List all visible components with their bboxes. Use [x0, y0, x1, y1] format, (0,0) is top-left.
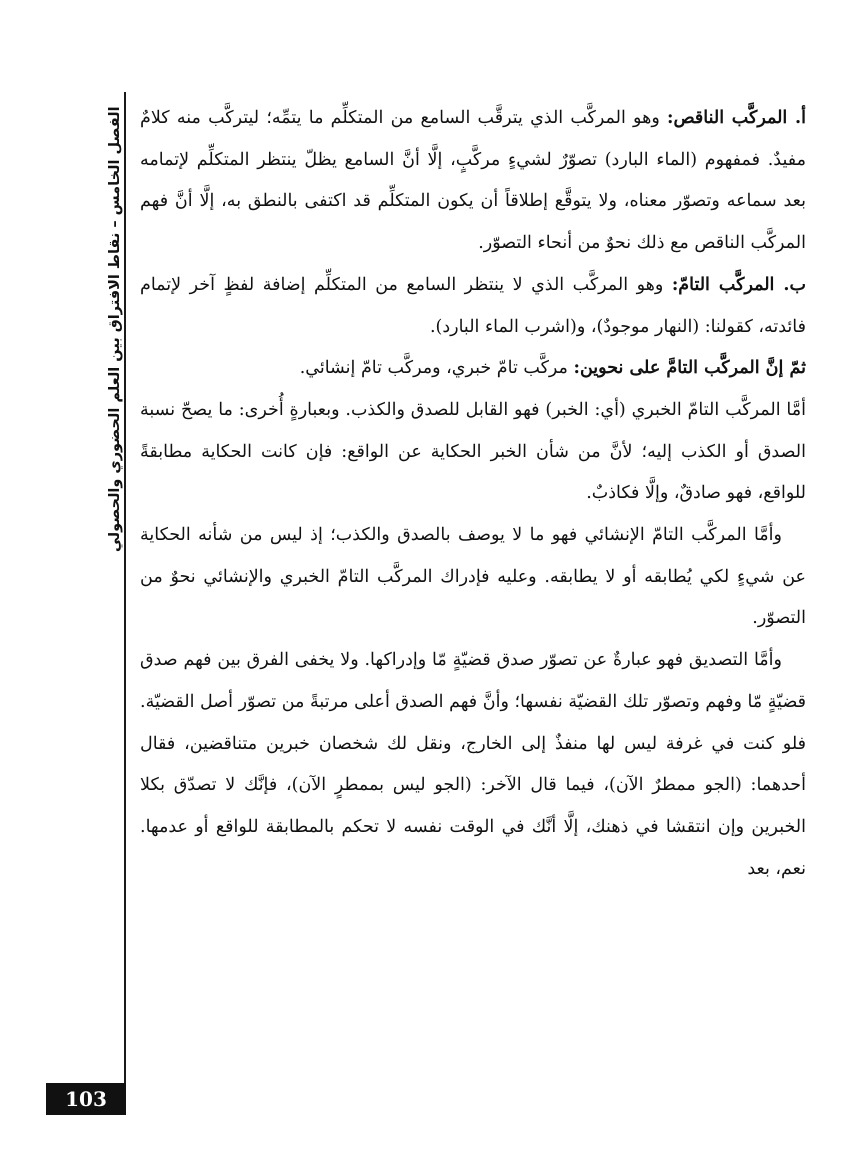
paragraph-informative	[140, 390, 806, 515]
paragraph-text: مركَّب تامّ خبري، ومركَّب تامّ إنشائي.	[299, 358, 574, 379]
paragraph-assent	[140, 640, 806, 890]
paragraph-text: وهو المركَّب الذي لا ينتظر السامع من المتكلِّم إضافة لفظٍ آخر لإتمام فائدته، كقولنا: (النهار موجودٌ)، و(اشرب الماء البارد).	[140, 274, 806, 337]
paragraph-incomplete-compound	[140, 98, 806, 265]
main-text	[140, 98, 806, 890]
paragraph-lead: أ. المركَّب الناقص:	[667, 108, 806, 128]
paragraph-text: أمَّا المركَّب التامّ الخبري (أي: الخبر) فهو القابل للصدق والكذب. وبعبارةٍ أُخرى: ما يصحّ نسبة الصدق أو الكذب إليه؛ لأنَّ من شأن الخبر الحكاية عن الواقع: فإن كانت الحكاية مطابقةً للواقع، فهو صادقٌ، وإلَّا فكاذبٌ.	[140, 399, 806, 504]
running-header	[104, 92, 126, 552]
running-header-text: الفصل الخامس – نقاط الافتراق بين العلم الحضوري والحصولي	[107, 106, 123, 552]
paragraph-text: وأمَّا التصديق فهو عبارةٌ عن تصوّر صدق قضيّةٍ مّا وإدراكها. ولا يخفى الفرق بين فهم صدق قضيّةٍ مّا وفهم وتصوّر تلك القضيّة نفسها؛ وأنَّ فهم الصدق أعلى مرتبةً من تصوّر أصل القضيّة. فلو كنت في غرفة ليس لها منفذٌ إلى الخارج، ونقل لك شخصان خبرين متناقضين، فقال أحدهما: (الجو ممطرٌ الآن)، فيما قال الآخر: (الجو ليس بممطرٍ الآن)، فإنَّك لا تصدّق بكلا الخبرين وإن انتقشا في ذهنك، إلَّا أنَّك في الوقت نفسه لا تحكم بالمطابقة للواقع أو عدمها. نعم، بعد	[140, 650, 806, 879]
paragraph-performative	[140, 515, 806, 640]
paragraph-complete-compound	[140, 265, 806, 348]
paragraph-two-types	[140, 348, 806, 390]
paragraph-lead: ثمّ إنَّ المركَّب التامَّ على نحوين:	[573, 358, 806, 379]
paragraph-text: وهو المركَّب الذي يترقَّب السامع من المتكلِّم ما يتمِّه؛ ليتركَّب منه كلامٌ مفيدٌ. فمفهوم (الماء البارد) تصوّرٌ لشيءٍ مركَّبٍ، إلَّا أنَّ السامع يظلّ ينتظر المتكلِّم لإتمامه بعد سماعه وتصوّر معناه، ولا يتوقَّع إطلاقاً أن يكون المتكلِّم قد اكتفى بالنطق به، إلَّا أنَّ فهم المركَّب الناقص مع ذلك نحوٌ من أنحاء التصوّر.	[140, 108, 806, 254]
page-number: 103	[46, 1083, 126, 1115]
paragraph-text: وأمَّا المركَّب التامّ الإنشائي فهو ما لا يوصف بالصدق والكذب؛ إذ ليس من شأنه الحكاية عن شيءٍ لكي يُطابقه أو لا يطابقه. وعليه فإدراك المركَّب التامّ الخبري والإنشائي نحوٌ من التصوّر.	[140, 525, 806, 629]
paragraph-lead: ب. المركَّب التامّ:	[671, 274, 806, 295]
